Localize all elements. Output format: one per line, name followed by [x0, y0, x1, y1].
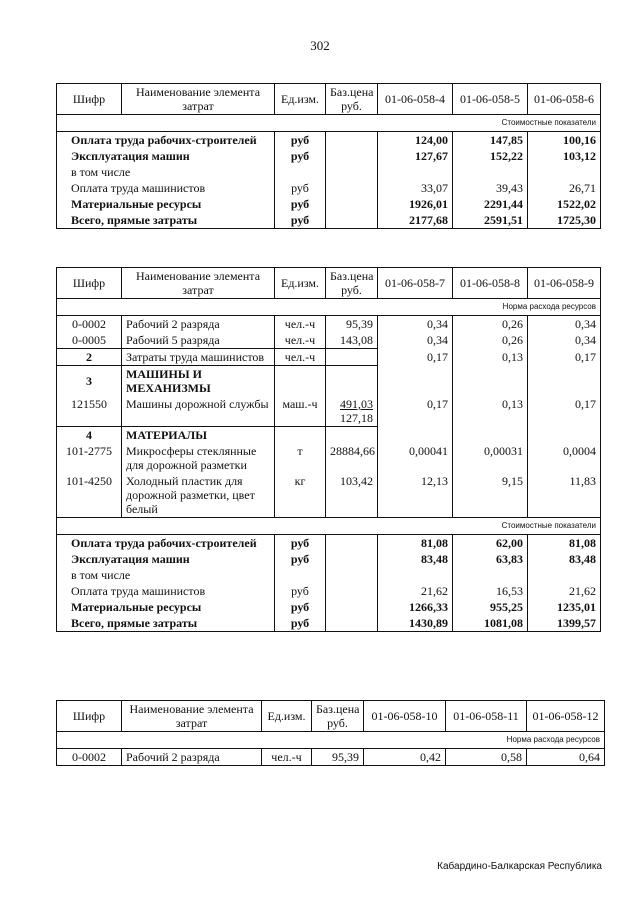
- section-row: [57, 366, 601, 397]
- header-unit: Ед.изм.: [262, 701, 312, 732]
- table-row: [57, 180, 601, 196]
- row-value: 0,58: [446, 749, 527, 766]
- row-name: в том числе: [57, 567, 275, 583]
- row-name: Машины дорожной службы: [122, 396, 275, 427]
- row-code: 0-0002: [57, 316, 122, 333]
- row-value: 21,62: [378, 583, 453, 599]
- section-code: 4: [57, 427, 122, 444]
- row-value: 83,48: [378, 551, 453, 567]
- row-unit: руб: [275, 196, 326, 212]
- row-value: 63,83: [453, 551, 528, 567]
- row-value: 0,17: [378, 396, 453, 427]
- row-value: 2591,51: [453, 212, 528, 229]
- row-price: 491,03: [340, 397, 373, 411]
- row-value: 0,00041: [378, 443, 453, 473]
- column-code: 01-06-058-10: [364, 701, 446, 732]
- table-row: [57, 148, 601, 164]
- row-unit: чел.-ч: [275, 332, 326, 349]
- row-code: 2: [57, 349, 122, 366]
- row-unit: кг: [275, 473, 326, 518]
- row-value: 16,53: [453, 583, 528, 599]
- column-code: 01-06-058-9: [528, 268, 601, 299]
- table-row: [57, 473, 601, 518]
- row-code: 101-4250: [57, 473, 122, 518]
- row-value: 100,16: [528, 132, 601, 149]
- row-value: 1926,01: [378, 196, 453, 212]
- column-code: 01-06-058-11: [446, 701, 527, 732]
- column-code: 01-06-058-6: [528, 84, 601, 115]
- row-value: 0,34: [378, 316, 453, 333]
- row-unit: руб: [275, 180, 326, 196]
- row-value: 11,83: [528, 473, 601, 518]
- row-value: 103,12: [528, 148, 601, 164]
- row-value: 9,15: [453, 473, 528, 518]
- row-value: 2291,44: [453, 196, 528, 212]
- band-label: Стоимостные показатели: [57, 518, 601, 535]
- row-value: 21,62: [528, 583, 601, 599]
- row-price: 28884,66: [326, 443, 378, 473]
- row-name: Материальные ресурсы: [57, 196, 275, 212]
- row-name: Микросферы стеклянные для дорожной разметки: [122, 443, 275, 473]
- header-name: Наименование элемента затрат: [122, 701, 262, 732]
- row-value: 0,34: [378, 332, 453, 349]
- row-name: Эксплуатация машин: [57, 148, 275, 164]
- row-name: Эксплуатация машин: [57, 551, 275, 567]
- section-code: 3: [57, 366, 122, 397]
- row-price: 103,42: [326, 473, 378, 518]
- cost-table-1: [56, 83, 601, 229]
- header-code: Шифр: [57, 701, 122, 732]
- column-code: 01-06-058-12: [527, 701, 605, 732]
- row-value: 0,13: [453, 396, 528, 427]
- row-value: 0,26: [453, 332, 528, 349]
- table-row: [57, 196, 601, 212]
- table-row: [57, 349, 601, 366]
- row-unit: руб: [275, 148, 326, 164]
- row-value: 62,00: [453, 535, 528, 552]
- header-code: Шифр: [57, 84, 122, 115]
- row-value: 1235,01: [528, 599, 601, 615]
- table-row: [57, 396, 601, 427]
- column-code: 01-06-058-8: [453, 268, 528, 299]
- row-price: 95,39: [312, 749, 364, 766]
- row-name: Рабочий 2 разряда: [122, 749, 262, 766]
- row-unit: т: [275, 443, 326, 473]
- header-unit: Ед.изм.: [275, 84, 326, 115]
- page-number: 302: [310, 38, 330, 53]
- row-value: 124,00: [378, 132, 453, 149]
- header-name: Наименование элемента затрат: [122, 268, 275, 299]
- row-value: 26,71: [528, 180, 601, 196]
- row-value: 0,42: [364, 749, 446, 766]
- row-value: 955,25: [453, 599, 528, 615]
- row-name: Оплата труда рабочих-строителей: [57, 535, 275, 552]
- resource-table-3: [56, 700, 605, 766]
- band-label: Норма расхода ресурсов: [57, 732, 605, 749]
- row-unit: чел.-ч: [262, 749, 312, 766]
- table-row: [57, 332, 601, 349]
- row-value: 0,00031: [453, 443, 528, 473]
- header-price: Баз.цена руб.: [326, 268, 378, 299]
- footer-region: Кабардино-Балкарская Республика: [437, 861, 602, 872]
- row-value: 1522,02: [528, 196, 601, 212]
- row-value: 33,07: [378, 180, 453, 196]
- row-value: 0,34: [528, 332, 601, 349]
- row-name: Оплата труда машинистов: [57, 583, 275, 599]
- row-value: 0,17: [528, 349, 601, 366]
- band-label: Стоимостные показатели: [57, 115, 601, 132]
- row-price-secondary: 127,18: [340, 411, 373, 425]
- resource-table-2: [56, 267, 601, 632]
- row-unit: руб: [275, 599, 326, 615]
- row-name: Материальные ресурсы: [57, 599, 275, 615]
- row-value: 1725,30: [528, 212, 601, 229]
- section-title: МАТЕРИАЛЫ: [122, 427, 275, 444]
- table-row: [57, 132, 601, 149]
- row-name: Оплата труда машинистов: [57, 180, 275, 196]
- row-value: 83,48: [528, 551, 601, 567]
- row-value: 39,43: [453, 180, 528, 196]
- row-name: в том числе: [57, 164, 275, 180]
- row-unit: руб: [275, 551, 326, 567]
- row-price: 95,39: [326, 316, 378, 333]
- header-price: Баз.цена руб.: [312, 701, 364, 732]
- row-value: 81,08: [528, 535, 601, 552]
- table-row: [57, 212, 601, 229]
- header-unit: Ед.изм.: [275, 268, 326, 299]
- header-name: Наименование элемента затрат: [122, 84, 275, 115]
- row-unit: руб: [275, 583, 326, 599]
- row-value: 0,64: [527, 749, 605, 766]
- row-value: 0,26: [453, 316, 528, 333]
- row-unit: руб: [275, 132, 326, 149]
- row-unit: руб: [275, 212, 326, 229]
- row-value: 1266,33: [378, 599, 453, 615]
- row-value: 0,17: [378, 349, 453, 366]
- row-unit: руб: [275, 615, 326, 632]
- table-row: [57, 164, 601, 180]
- table-row: [57, 749, 605, 766]
- band-label: Норма расхода ресурсов: [57, 299, 601, 316]
- row-code: 0-0005: [57, 332, 122, 349]
- row-value: 0,34: [528, 316, 601, 333]
- row-value: 1399,57: [528, 615, 601, 632]
- table-row: [57, 316, 601, 333]
- row-unit: чел.-ч: [275, 316, 326, 333]
- row-name: Затраты труда машинистов: [122, 349, 275, 366]
- header-price: Баз.цена руб.: [326, 84, 378, 115]
- row-code: 101-2775: [57, 443, 122, 473]
- row-value: 12,13: [378, 473, 453, 518]
- table-row: [57, 443, 601, 473]
- row-value: 147,85: [453, 132, 528, 149]
- row-name: Всего, прямые затраты: [57, 615, 275, 632]
- row-value: 127,67: [378, 148, 453, 164]
- row-name: Оплата труда рабочих-строителей: [57, 132, 275, 149]
- row-unit: чел.-ч: [275, 349, 326, 366]
- row-unit: руб: [275, 535, 326, 552]
- row-value: 81,08: [378, 535, 453, 552]
- header-code: Шифр: [57, 268, 122, 299]
- row-name: Холодный пластик для дорожной разметки, цвет белый: [122, 473, 275, 518]
- row-value: 1081,08: [453, 615, 528, 632]
- row-name: Рабочий 5 разряда: [122, 332, 275, 349]
- row-code: 121550: [57, 396, 122, 427]
- row-value: 0,13: [453, 349, 528, 366]
- table-row: [57, 615, 601, 632]
- table-row: [57, 551, 601, 567]
- row-unit: маш.-ч: [275, 396, 326, 427]
- row-name: Рабочий 2 разряда: [122, 316, 275, 333]
- row-value: 0,17: [528, 396, 601, 427]
- row-price: 143,08: [326, 332, 378, 349]
- column-code: 01-06-058-5: [453, 84, 528, 115]
- row-name: Всего, прямые затраты: [57, 212, 275, 229]
- column-code: 01-06-058-7: [378, 268, 453, 299]
- row-code: 0-0002: [57, 749, 122, 766]
- table-row: [57, 567, 601, 583]
- table-row: [57, 583, 601, 599]
- column-code: 01-06-058-4: [378, 84, 453, 115]
- table-row: [57, 599, 601, 615]
- section-title: МАШИНЫ И МЕХАНИЗМЫ: [122, 366, 275, 397]
- row-value: 0,0004: [528, 443, 601, 473]
- row-value: 152,22: [453, 148, 528, 164]
- section-row: [57, 427, 601, 444]
- row-value: 2177,68: [378, 212, 453, 229]
- table-row: [57, 535, 601, 552]
- row-value: 1430,89: [378, 615, 453, 632]
